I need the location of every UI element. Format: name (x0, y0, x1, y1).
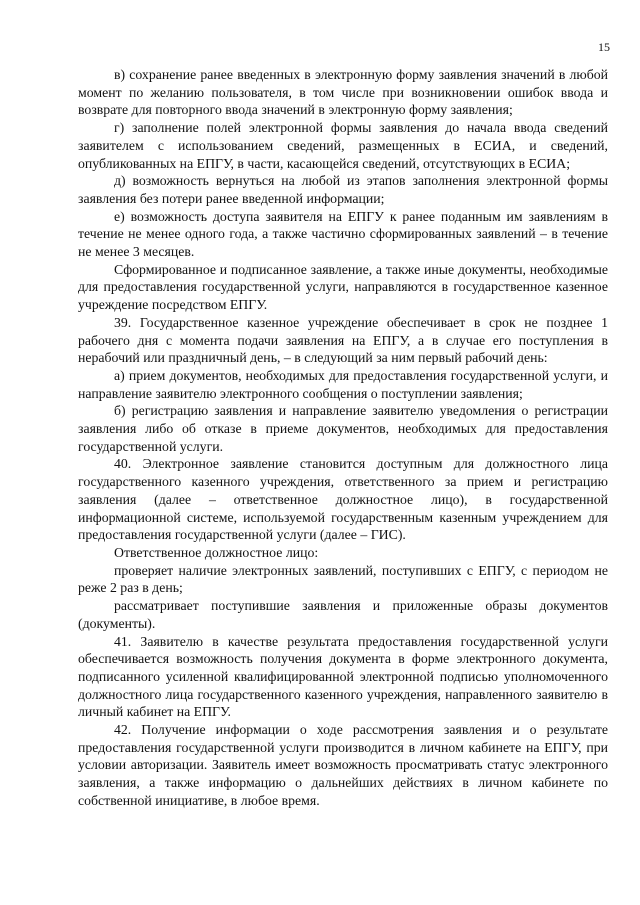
paragraph-40: 40. Электронное заявление становится доступным для должностного лица государственного казенного учреждения, ответственного за прием и регистрацию заявления (далее – ответственное должностное лицо), в государственной информационной системе, используемой государственным казенным учреждением для предоставления государственной услуги (далее – ГИС). (78, 456, 608, 543)
paragraph-42: 42. Получение информации о ходе рассмотрения заявления и о результате предоставления государственной услуги производится в личном кабинете на ЕПГУ, при условии авторизации. Заявитель имеет возможность просматривать статус электронного заявления, а также информацию о дальнейших действиях в личном кабинете по собственной инициативе, в любое время. (78, 722, 608, 808)
paragraph-39-a: а) прием документов, необходимых для предоставления государственной услуги, и направление заявителю электронного сообщения о поступлении заявления; (78, 367, 608, 401)
paragraph-submitted-application: Сформированное и подписанное заявление, а также иные документы, необходимые для предоставления государственной услуги, направляются в государственное казенное учреждение посредством ЕПГУ. (78, 261, 608, 313)
paragraph-v: в) сохранение ранее введенных в электронную форму заявления значений в любой момент по желанию пользователя, в том числе при возникновении ошибок ввода и возврате для повторного ввода значений в электронную форму заявления; (78, 67, 608, 118)
paragraph-g: г) заполнение полей электронной формы заявления до начала ввода сведений заявителем с использованием сведений, размещенных в ЕСИА, и сведений, опубликованных на ЕПГУ, в части, касающейся сведений, отсутствующих в ЕСИА; (78, 120, 608, 171)
paragraph-39-b: б) регистрацию заявления и направление заявителю уведомления о регистрации заявления либо об отказе в приеме документов, необходимых для предоставления государственной услуги. (78, 403, 608, 454)
paragraph-responsible-official: Ответственное должностное лицо: (114, 544, 319, 560)
paragraph-checks-applications: проверяет наличие электронных заявлений, поступивших с ЕПГУ, с периодом не реже 2 раз в день; (78, 562, 608, 596)
page-number: 15 (598, 40, 610, 54)
paragraph-39: 39. Государственное казенное учреждение обеспечивает в срок не позднее 1 рабочего дня с момента подачи заявления на ЕПГУ, а в случае его поступления в нерабочий или праздничный день, – в следующий за ним первый рабочий день: (78, 314, 608, 366)
paragraph-reviews-applications: рассматривает поступившие заявления и приложенные образы документов (документы). (78, 598, 608, 631)
paragraph-41: 41. Заявителю в качестве результата предоставления государственной услуги обеспечивается возможность получения документа в форме электронного документа, подписанного усиленной квалифицированной электронной подписью уполномоченного должностного лица государственного казенного учреждения, направленного заявителю в личный кабинет на ЕПГУ. (78, 633, 608, 720)
paragraph-d: д) возможность вернуться на любой из этапов заполнения электронной формы заявления без потери ранее введенной информации; (78, 173, 608, 206)
document-body (78, 66, 608, 810)
paragraph-e: е) возможность доступа заявителя на ЕПГУ к ранее поданным им заявлениям в течение не менее одного года, а также частично сформированных заявлений – в течение не менее 3 месяцев. (78, 208, 608, 260)
